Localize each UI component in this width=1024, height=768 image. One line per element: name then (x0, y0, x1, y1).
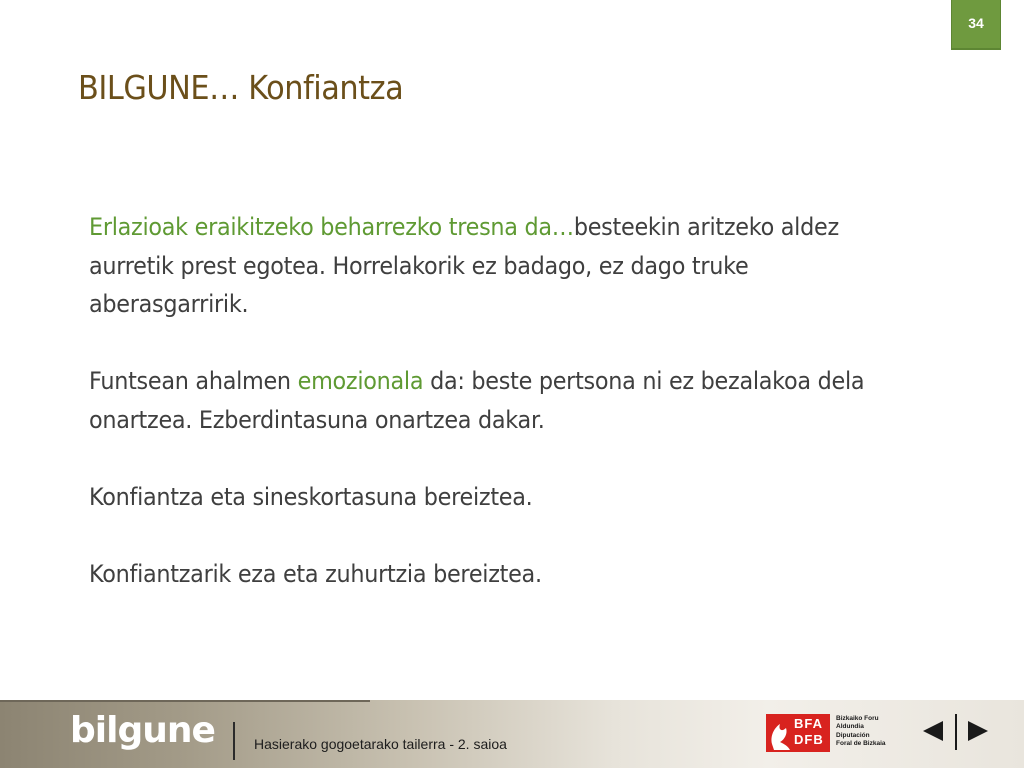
footer-bar (0, 700, 1024, 768)
nav-separator (955, 714, 957, 750)
footer-divider-line (0, 700, 370, 702)
triangle-left-icon (921, 720, 945, 742)
bfa-institution-names (836, 715, 886, 747)
next-slide-button[interactable] (966, 720, 990, 742)
paragraph-2-accent: emozionala (297, 367, 424, 395)
bfa-name-line: Bizkaiko Foru (836, 715, 879, 722)
bfa-dfb-logo (766, 714, 886, 754)
bilgune-logo: bilgune (70, 710, 215, 751)
bfa-line-1: BFA (794, 716, 823, 731)
triangle-right-icon (966, 720, 990, 742)
slide-body (89, 208, 907, 632)
slide-title: BILGUNE… Konfiantza (78, 68, 404, 107)
paragraph-2-start: Funtsean ahalmen (89, 367, 298, 395)
bfa-name-line: Diputación (836, 732, 870, 739)
footer-caption: Hasierako gogoetarako tailerra - 2. saioa (254, 736, 507, 752)
footer-separator (233, 722, 235, 760)
paragraph-1 (89, 208, 907, 324)
paragraph-1-accent: Erlazioak eraikitzeko beharrezko tresna da… (89, 213, 574, 241)
bfa-name-line: Aldundia (836, 722, 864, 730)
bfa-line-2: DFB (794, 732, 824, 747)
bfa-text (794, 716, 824, 748)
paragraph-2 (89, 362, 907, 439)
paragraph-2-rest: da: beste pertsona ni ez bezalakoa dela onartzea. Ezberdintasuna onartzea dakar. (89, 367, 865, 434)
bfa-logo-box (766, 714, 830, 752)
slide-number-badge: 34 (951, 0, 1001, 50)
bfa-tree-icon (768, 714, 794, 752)
paragraph-1-rest: besteekin aritzeko aldez aurretik prest egotea. Horrelakorik ez badago, ez dago truke aberasgarririk. (89, 213, 839, 318)
previous-slide-button[interactable] (921, 720, 945, 742)
bfa-name-line: Foral de Bizkaia (836, 739, 886, 747)
paragraph-3: Konfiantza eta sineskortasuna bereiztea. (89, 482, 533, 511)
paragraph-4: Konfiantzarik eza eta zuhurtzia bereiztea. (89, 559, 542, 588)
